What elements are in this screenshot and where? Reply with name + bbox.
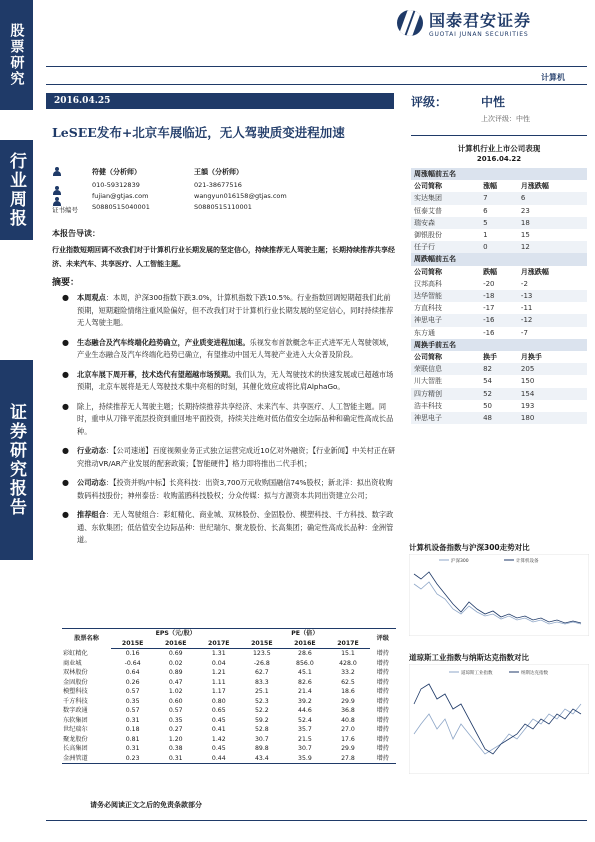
table-cell: 15 xyxy=(520,231,530,240)
eps-pe-table xyxy=(62,628,396,764)
stock-name-cell: 商业城 xyxy=(63,659,82,667)
table-cell: 0.44 xyxy=(197,754,240,764)
table-cell: 荣联信息 xyxy=(411,363,480,375)
table-cell: 52.4 xyxy=(298,716,312,724)
table-row xyxy=(62,697,396,707)
stock-name-cell: 金洲管道 xyxy=(62,754,111,764)
abstract-item: ● 北京车展下周开幕，技术迭代有望超越市场预期。我们认为，无人驾驶技术的快速发展或已超越市场预期，北京车展将是无人驾驶技术集中亮相的时刻，其催化效应或将比肩AlphaGo。 xyxy=(62,369,397,394)
stock-name-cell: 聚龙股份 xyxy=(63,735,88,743)
table-cell: 82 xyxy=(480,363,518,375)
table-cell: -12 xyxy=(518,314,587,326)
section-header xyxy=(411,168,587,180)
table-row xyxy=(62,649,396,659)
table-cell: 180 xyxy=(518,412,587,424)
table-cell: 1.02 xyxy=(168,688,183,695)
cert-label: 证书编号 xyxy=(52,206,78,214)
table-cell: 6 xyxy=(518,192,587,204)
table-row xyxy=(411,363,587,375)
table-cell: 川大智胜 xyxy=(414,377,442,386)
table-cell: -2 xyxy=(520,279,528,288)
column-header: 公司简称 xyxy=(414,182,442,191)
table-cell: 0.18 xyxy=(125,726,140,733)
stock-name-cell: 彩虹精化 xyxy=(63,649,88,657)
table-header: 评级 xyxy=(370,629,397,649)
table-cell: -16 xyxy=(483,328,495,337)
table-cell: 增持 xyxy=(376,649,389,657)
table-cell: 实达集团 xyxy=(411,192,480,204)
table-cell: 0.45 xyxy=(211,745,226,752)
table-cell: 0.27 xyxy=(168,726,183,733)
table-cell: 44.6 xyxy=(298,707,312,714)
column-header: 月涨跌幅 xyxy=(520,182,549,191)
table-row xyxy=(411,412,587,424)
table-cell: 增持 xyxy=(376,735,389,743)
table-row xyxy=(411,241,587,253)
analyst-phone: 021-38677516 xyxy=(194,181,242,189)
table-cell: 21.5 xyxy=(298,735,312,743)
logo-icon xyxy=(397,10,423,36)
sidebar-label: 证券研究报告 xyxy=(6,403,26,517)
table-cell: -17 xyxy=(483,304,495,313)
table-cell: 增持 xyxy=(376,697,389,705)
legend-label-2: 计算机设备 xyxy=(516,559,539,564)
chart1-title: 计算机设备指数与沪深300走势对比 xyxy=(409,543,530,552)
table-cell: 39.2 xyxy=(298,697,312,705)
performance-date: 2016.04.22 xyxy=(476,155,522,163)
table-cell: 43.4 xyxy=(240,754,283,764)
column-header: 换手 xyxy=(483,353,498,362)
table-cell: 神思电子 xyxy=(411,314,480,326)
stock-name-cell: 金固股份 xyxy=(63,678,88,686)
table-row xyxy=(62,678,396,688)
table-cell: 0.02 xyxy=(168,659,183,667)
legend-label-1: 沪深300 xyxy=(451,559,469,564)
stock-name-cell: 长高集团 xyxy=(63,745,88,752)
chart-frame xyxy=(409,554,589,636)
table-cell: 0.41 xyxy=(211,726,226,733)
legend-label-1: 道琼斯工业指数 xyxy=(461,671,493,676)
logo-cn: 国泰君安证券 xyxy=(429,11,532,30)
table-cell: 0.69 xyxy=(168,650,183,657)
table-cell: 四方精创 xyxy=(411,388,480,400)
table-cell: 18.6 xyxy=(341,688,355,695)
abstract-list xyxy=(62,292,397,554)
table-cell: 52.2 xyxy=(254,707,269,714)
table-cell: 0.89 xyxy=(168,669,183,676)
table-header: 2016E xyxy=(154,639,197,649)
sidebar-label: 行业周报 xyxy=(6,152,26,228)
table-row xyxy=(411,192,587,204)
table-cell: 30.7 xyxy=(254,735,269,743)
table-cell: 1.31 xyxy=(211,650,226,657)
table-cell: 205 xyxy=(518,363,587,375)
stock-name-cell: 数字政通 xyxy=(63,707,88,714)
chart-frame xyxy=(409,664,589,774)
table-cell: 0.65 xyxy=(211,707,226,714)
stock-name-cell: 双林股份 xyxy=(63,669,88,676)
sidebar-label: 股票研究 xyxy=(8,23,25,87)
table-cell: 0.47 xyxy=(168,678,183,686)
performance-table xyxy=(411,168,587,424)
table-cell: 1 xyxy=(483,231,488,240)
column-header-row xyxy=(411,351,587,363)
chart2-line-chart xyxy=(409,664,589,774)
table-row xyxy=(411,314,587,326)
left-sidebar xyxy=(0,0,40,842)
table-cell: 增持 xyxy=(376,707,389,714)
table-row xyxy=(62,725,396,735)
table-cell: 27.8 xyxy=(326,754,369,764)
table-cell: 154 xyxy=(518,388,587,400)
abstract-item: ● 行业动态：【公司速递】百度视频业务正式独立运营完成近10亿对外融资；【行业新闻】中关村正在研究推动VR/AR产业发展的配套政策；【智能硬件】格力即将推出二代手机； xyxy=(62,445,397,470)
person-icon xyxy=(52,167,62,176)
table-cell: 52.3 xyxy=(254,697,269,705)
table-cell: 增持 xyxy=(376,688,389,695)
abstract-title: 摘要： xyxy=(52,278,80,288)
table-header: 2017E xyxy=(197,639,240,649)
table-cell: 428.0 xyxy=(339,659,357,667)
analyst-phone: 010-59312839 xyxy=(92,181,140,189)
table-cell: 30.7 xyxy=(298,745,312,752)
table-cell: 0.57 xyxy=(168,707,183,714)
section-label: 周换手前五名 xyxy=(411,339,587,351)
analyst-cert: S0880515110001 xyxy=(194,203,252,211)
table-cell: 52 xyxy=(480,388,518,400)
table-cell: 0.64 xyxy=(125,669,140,676)
table-cell: 7 xyxy=(480,192,518,204)
table-cell: 25.1 xyxy=(254,688,269,695)
table-cell: -20 xyxy=(483,279,495,288)
rating-value: 中性 xyxy=(481,95,506,109)
table-cell: 达华智能 xyxy=(411,290,480,302)
table-row xyxy=(62,668,396,678)
table-cell: -11 xyxy=(520,304,533,313)
column-header-row xyxy=(411,180,587,192)
table-cell: 29.9 xyxy=(341,745,355,752)
table-row xyxy=(411,388,587,400)
table-cell: 0.23 xyxy=(111,754,154,764)
table-header: 2015E xyxy=(240,639,283,649)
analyst-cert: S0880515040001 xyxy=(92,203,150,211)
table-header: EPS（元/股） xyxy=(111,629,240,639)
table-cell: 17.6 xyxy=(341,735,355,743)
analyst-2 xyxy=(194,167,287,214)
sector-tag: 计算机 xyxy=(541,73,565,82)
sidebar-stock-research xyxy=(0,0,33,110)
table-row xyxy=(411,375,587,387)
table-cell: -16 xyxy=(480,314,518,326)
company-logo xyxy=(397,8,587,38)
table-header: 2016E xyxy=(283,639,326,649)
table-cell: 0.80 xyxy=(211,697,226,705)
table-cell: -13 xyxy=(518,290,587,302)
stock-name-cell: 千方科技 xyxy=(63,697,88,705)
table-cell: 35.9 xyxy=(283,754,326,764)
header-divider xyxy=(46,66,587,67)
abstract-item: ● 本周观点：本周，沪深300指数下跌3.0%，计算机指数下跌10.5%。行业指数回调短期超我们此前预期，短期避险情绪注重风险偏好，但不改我们对于计算机行业长期发展的坚定信心，同时持续推荐无人驾驶主题。 xyxy=(62,292,397,330)
table-cell: 5 xyxy=(480,217,518,229)
table-cell: 27.0 xyxy=(341,726,355,733)
table-row xyxy=(411,217,587,229)
table-cell: 神思电子 xyxy=(411,412,480,424)
table-row xyxy=(62,754,396,764)
section-header xyxy=(411,253,587,265)
table-cell: 45.1 xyxy=(298,669,312,676)
table-cell: 18 xyxy=(518,217,587,229)
column-header: 跌幅 xyxy=(483,267,498,276)
table-cell: -18 xyxy=(480,290,518,302)
analyst-email[interactable]: fujian@gtjas.com xyxy=(92,192,149,200)
table-cell: 54 xyxy=(483,377,492,386)
table-cell: 23 xyxy=(520,206,530,215)
table-cell: 193 xyxy=(520,401,535,410)
table-row xyxy=(411,229,587,241)
table-cell: 50 xyxy=(483,401,492,410)
abstract-item: ● 公司动态：【投资并购/中标】长亮科技：出资3,700万元收购国融信74%股权；新北洋：拟出资收购数码科技股份；神州泰岳：收购蓝鸥科技股权；分众传媒：拟与方源资本共同出资建立公司； xyxy=(62,477,397,502)
table-cell: 1.20 xyxy=(168,735,183,743)
table-cell: 12 xyxy=(518,241,587,253)
table-cell: 48 xyxy=(480,412,518,424)
table-cell: 浩丰科技 xyxy=(414,401,442,410)
table-cell: 汉邦高科 xyxy=(414,279,442,288)
table-row xyxy=(62,687,396,697)
table-header: PE（倍） xyxy=(240,629,369,639)
table-cell: 0.16 xyxy=(125,650,140,657)
section-label: 周涨幅前五名 xyxy=(411,168,587,180)
column-header: 月换手 xyxy=(520,353,542,362)
table-cell: 增持 xyxy=(376,716,389,724)
table-cell: 33.2 xyxy=(341,669,355,676)
abstract-item: ● 除上，持续推荐无人驾驶主题；长期持续推荐共享经济、未来汽车、共享医疗、人工智能主题。同时，重申从刀锋平流层投资到重回地平面投资，持续关注绝对低估值安全边际品种和确定性高成长品种。 xyxy=(62,401,397,439)
table-cell: 0.81 xyxy=(125,735,140,743)
table-cell: 40.8 xyxy=(341,716,355,724)
footer-divider xyxy=(46,820,587,821)
rating-label: 评级： xyxy=(411,95,448,109)
table-cell: 恒泰艾普 xyxy=(414,206,442,215)
stock-name-cell: 模塑科技 xyxy=(63,688,88,695)
guide-title: 本报告导读： xyxy=(52,229,100,238)
stock-name-cell: 世纪瑞尔 xyxy=(63,726,88,733)
analyst-name: 王韻（分析师） xyxy=(194,168,243,176)
column-header: 公司简称 xyxy=(414,267,442,276)
table-header: 2017E xyxy=(326,639,369,649)
sidebar-securities-report xyxy=(0,360,33,560)
table-row xyxy=(411,400,587,412)
column-header: 公司简称 xyxy=(414,353,442,362)
section-label: 周跌幅前五名 xyxy=(411,253,587,265)
rating-divider xyxy=(411,135,587,136)
table-cell: 增持 xyxy=(376,659,389,667)
table-cell: 62.5 xyxy=(341,678,355,686)
column-header: 涨幅 xyxy=(483,182,498,191)
abstract-item: ● 生态融合及汽车终端化趋势确立，产业质变进程加速。乐视发布首款概念车正式进军无人驾驶领域，产业生态融合及汽车终端化趋势已确立，有望推动中国无人驾驶产业进入大众普及阶段。 xyxy=(62,337,397,362)
table-cell: 1.11 xyxy=(211,678,226,686)
table-cell: 增持 xyxy=(376,678,389,686)
column-header-row xyxy=(411,266,587,278)
table-header: 2015E xyxy=(111,639,154,649)
table-cell: 21.4 xyxy=(298,688,312,695)
logo-en: GUOTAI JUNAN SECURITIES xyxy=(429,31,529,38)
table-cell: 0.04 xyxy=(211,659,226,667)
table-cell: 0.57 xyxy=(125,707,140,714)
rating-previous: 上次评级：中性 xyxy=(481,115,530,123)
table-header: 股票名称 xyxy=(62,629,111,649)
table-row xyxy=(411,290,587,302)
analyst-name: 符健（分析师） xyxy=(92,168,141,176)
table-row xyxy=(62,716,396,726)
table-cell: 增持 xyxy=(376,745,389,752)
table-cell: -26.8 xyxy=(253,659,270,667)
table-cell: 0.57 xyxy=(125,688,140,695)
table-cell: 0.31 xyxy=(125,716,140,724)
stock-name-cell: 东软集团 xyxy=(63,716,88,724)
sidebar-weekly-report xyxy=(0,140,33,240)
table-cell: -0.64 xyxy=(124,659,141,667)
chart2-title: 道琼斯工业指数与纳斯达克指数对比 xyxy=(409,653,529,662)
table-row xyxy=(62,744,396,754)
table-cell: 任子行 xyxy=(411,241,480,253)
table-cell: 瑞安森 xyxy=(411,217,480,229)
chart1-line-chart xyxy=(409,554,589,636)
table-cell: 59.2 xyxy=(254,716,269,724)
guide-text: 行业指数短期回调不改我们对于计算机行业长期发展的坚定信心，持续推荐无人驾驶主题；长期持续推荐共享经济、未来汽车、共享医疗、人工智能主题。 xyxy=(52,246,395,268)
rating-box xyxy=(411,93,587,124)
table-cell: 856.0 xyxy=(296,659,314,667)
table-row xyxy=(411,205,587,217)
legend-label-2: 纳斯达克指数 xyxy=(521,671,548,676)
table-cell: 增持 xyxy=(376,726,389,733)
table-cell: 方直科技 xyxy=(414,304,442,313)
performance-title: 计算机行业上市公司表现 xyxy=(457,144,541,153)
phone-icon xyxy=(52,186,62,195)
report-title: LeSEE发布+北京车展临近，无人驾驶质变进程加速 xyxy=(52,125,345,140)
table-cell: 东方通 xyxy=(414,328,435,337)
table-row xyxy=(411,302,587,314)
analyst-email[interactable]: wangyun016158@gtjas.com xyxy=(194,192,287,200)
table-cell: 15.1 xyxy=(341,650,355,657)
table-cell: 35.7 xyxy=(298,726,312,733)
table-cell: 0.31 xyxy=(154,754,197,764)
table-cell: 0.35 xyxy=(125,697,140,705)
report-date: 2016.04.25 xyxy=(46,93,394,109)
table-cell: 0.60 xyxy=(168,697,183,705)
table-cell: -7 xyxy=(520,328,528,337)
table-cell: 0.26 xyxy=(125,678,140,686)
table-cell: 1.21 xyxy=(211,669,226,676)
table-row xyxy=(62,735,396,745)
table-row xyxy=(62,706,396,716)
table-cell: 123.5 xyxy=(252,650,271,657)
table-cell: 0.31 xyxy=(125,745,140,752)
table-cell: 62.7 xyxy=(254,669,269,676)
table-cell: 增持 xyxy=(376,669,389,676)
column-header: 月涨跌幅 xyxy=(520,267,549,276)
section-header xyxy=(411,339,587,351)
abstract-item: ● 推荐组合：无人驾驶组合：彩虹精化、商业城、双林股份、金固股份、模塑科技、千方科技、数字政通、东软集团；低估值安全边际品种：世纪瑞尔、聚龙股份、长高集团；确定性高成长品种：金洲管道。 xyxy=(62,509,397,547)
table-cell: 150 xyxy=(520,377,535,386)
table-cell: 83.3 xyxy=(254,678,269,686)
table-cell: 52.8 xyxy=(254,726,269,733)
table-row xyxy=(411,278,587,290)
table-cell: 82.6 xyxy=(298,678,312,686)
table-cell: 28.6 xyxy=(298,650,312,657)
table-cell: 1.42 xyxy=(211,735,226,743)
table-cell: 御银股份 xyxy=(414,231,442,240)
table-cell: 增持 xyxy=(370,754,397,764)
table-cell: 6 xyxy=(483,206,488,215)
table-row xyxy=(62,659,396,669)
table-row xyxy=(411,327,587,339)
table-cell: 0.38 xyxy=(168,745,183,752)
table-cell: 36.8 xyxy=(341,707,355,714)
header-divider-2 xyxy=(46,84,587,85)
table-cell: 0.35 xyxy=(168,716,183,724)
table-cell: 0 xyxy=(480,241,518,253)
analyst-1 xyxy=(92,167,150,214)
table-cell: 29.9 xyxy=(341,697,355,705)
table-cell: 89.8 xyxy=(254,745,269,752)
table-cell: 1.17 xyxy=(211,688,226,695)
disclaimer-note: 请务必阅读正文之后的免责条款部分 xyxy=(90,801,202,809)
table-cell: 0.45 xyxy=(211,716,226,724)
